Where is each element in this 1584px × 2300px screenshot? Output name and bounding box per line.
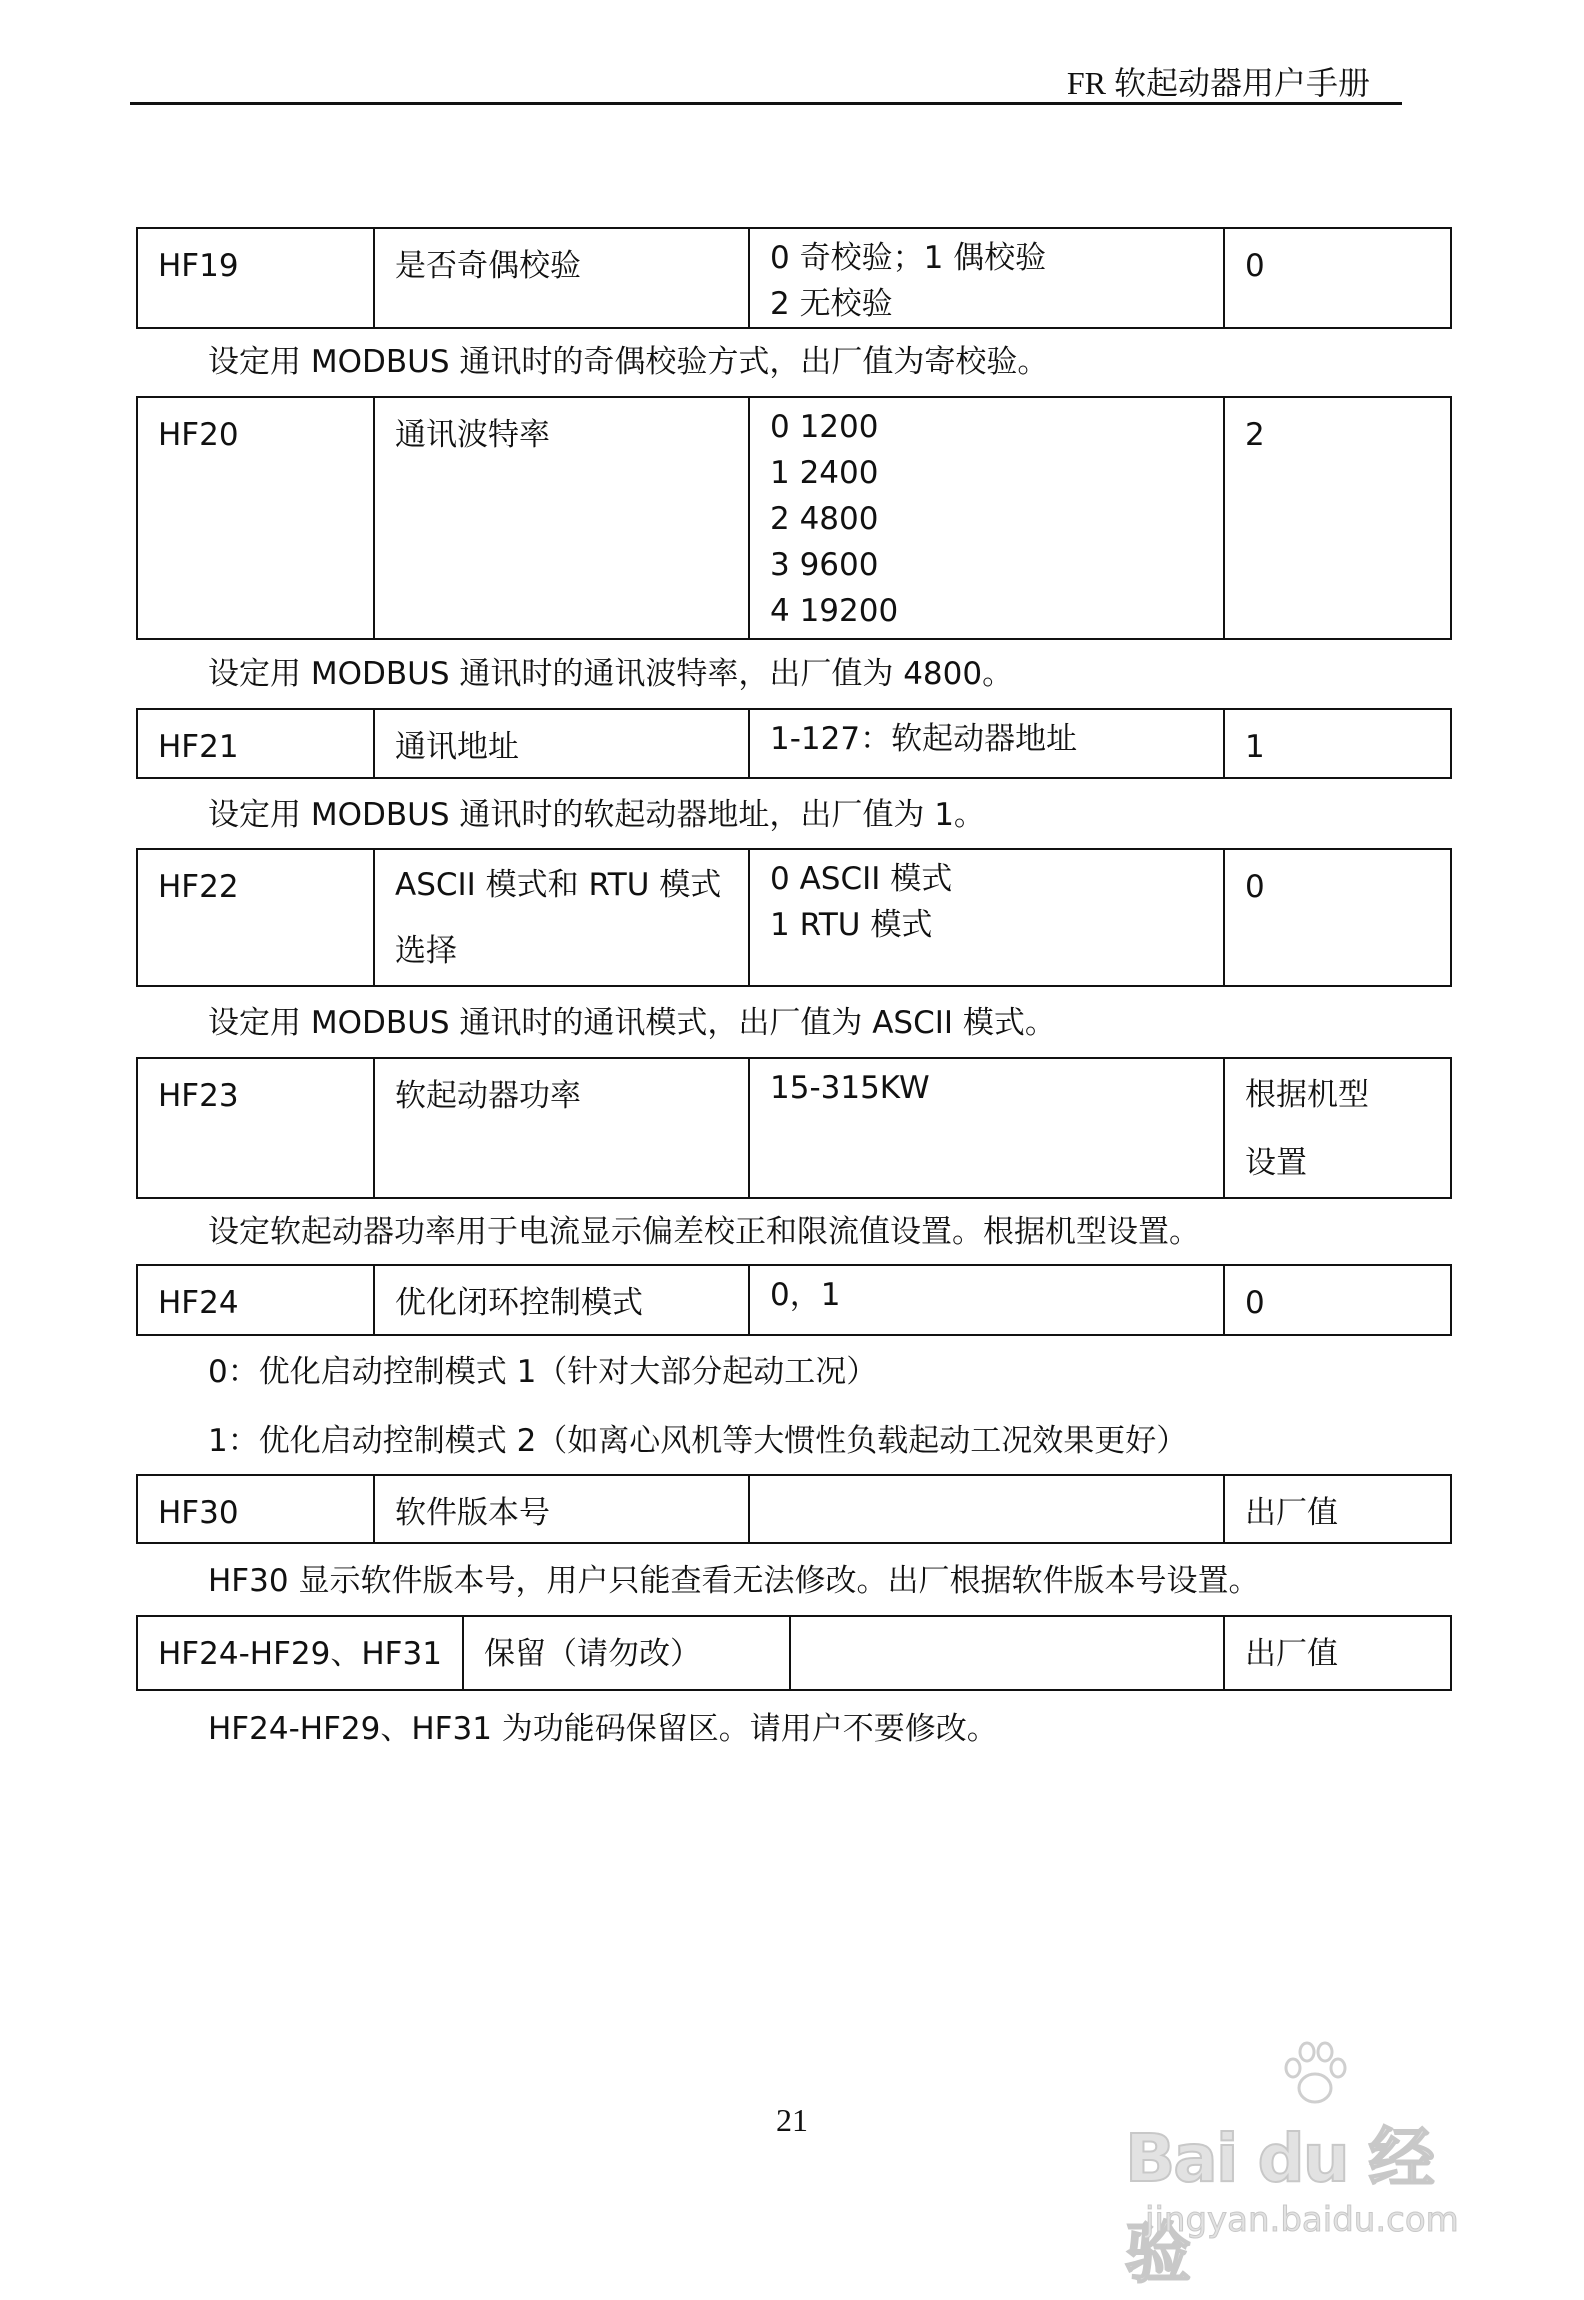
param-default: 1 [1224, 709, 1451, 778]
param-name: 软件版本号 [374, 1475, 749, 1543]
param-code: HF20 [137, 397, 374, 639]
param-default: 出厂值 [1224, 1475, 1451, 1543]
range-line: 0 ASCII 模式 [770, 861, 953, 897]
paw-icon [1275, 2040, 1355, 2110]
param-default: 出厂值 [1224, 1616, 1451, 1690]
param-default: 0 [1224, 849, 1451, 986]
range-line: 2 无校验 [770, 286, 893, 322]
param-range: 1-127：软起动器地址 [749, 709, 1224, 778]
param-table-hf30 [136, 1474, 1452, 1544]
range-line: 4 19200 [770, 593, 899, 629]
param-default: 2 [1224, 397, 1451, 639]
param-note: 设定用 MODBUS 通讯时的通讯模式，出厂值为 ASCII 模式。 [208, 1005, 1056, 1041]
param-table-hf24 [136, 1264, 1452, 1336]
param-range [749, 228, 1224, 328]
param-range [749, 1475, 1224, 1543]
param-note: 设定用 MODBUS 通讯时的奇偶校验方式，出厂值为寄校验。 [208, 344, 1049, 380]
param-note: 设定用 MODBUS 通讯时的软起动器地址，出厂值为 1。 [208, 797, 985, 833]
param-note: HF30 显示软件版本号，用户只能查看无法修改。出厂根据软件版本号设置。 [208, 1563, 1260, 1599]
param-table-hf21 [136, 708, 1452, 779]
param-code: HF22 [137, 849, 374, 986]
param-name: 通讯波特率 [374, 397, 749, 639]
page-number: 21 [776, 2102, 808, 2138]
watermark-url: jingyan.baidu.com [1145, 2200, 1459, 2240]
range-line: 0 奇校验；1 偶校验 [770, 240, 1047, 276]
header-title: FR 软起动器用户手册 [1066, 65, 1370, 101]
param-table-reserved [136, 1615, 1452, 1691]
param-default [1224, 1058, 1451, 1198]
param-table-hf22 [136, 848, 1452, 987]
param-name: 优化闭环控制模式 [374, 1265, 749, 1335]
param-default: 0 [1224, 1265, 1451, 1335]
param-table-hf23 [136, 1057, 1452, 1199]
baidu-watermark [1125, 2040, 1485, 2292]
param-range [790, 1616, 1224, 1690]
param-code: HF24-HF29、HF31 [137, 1616, 463, 1690]
range-line: 3 9600 [770, 547, 879, 583]
param-range [749, 397, 1224, 639]
param-note: 设定用 MODBUS 通讯时的通讯波特率，出厂值为 4800。 [208, 656, 1014, 692]
param-code: HF30 [137, 1475, 374, 1543]
param-code: HF19 [137, 228, 374, 328]
param-table-hf20 [136, 396, 1452, 640]
default-line: 根据机型 [1245, 1077, 1369, 1113]
param-code: HF21 [137, 709, 374, 778]
watermark-logo-text: Bai du 经验 [1125, 2120, 1433, 2292]
param-table-hf19 [136, 227, 1452, 329]
range-line: 1 2400 [770, 455, 879, 491]
param-note: 0：优化启动控制模式 1（针对大部分起动工况） [208, 1354, 878, 1390]
param-code: HF24 [137, 1265, 374, 1335]
param-name: 软起动器功率 [374, 1058, 749, 1198]
param-range: 15-315KW [749, 1058, 1224, 1198]
param-note: 设定软起动器功率用于电流显示偏差校正和限流值设置。根据机型设置。 [208, 1214, 1200, 1250]
param-name: 是否奇偶校验 [374, 228, 749, 328]
param-note: 1：优化启动控制模式 2（如离心风机等大惯性负载起动工况效果更好） [208, 1423, 1188, 1459]
range-line: 1 RTU 模式 [770, 907, 933, 943]
param-name: ASCII 模式和 RTU 模式选择 [374, 849, 749, 986]
param-code: HF23 [137, 1058, 374, 1198]
param-note: HF24-HF29、HF31 为功能码保留区。请用户不要修改。 [208, 1711, 998, 1747]
param-default: 0 [1224, 228, 1451, 328]
param-name: 通讯地址 [374, 709, 749, 778]
param-range: 0，1 [749, 1265, 1224, 1335]
range-line: 0 1200 [770, 409, 879, 445]
param-name: 保留（请勿改） [463, 1616, 790, 1690]
header-divider [130, 102, 1402, 105]
param-range [749, 849, 1224, 986]
range-line: 2 4800 [770, 501, 879, 537]
default-line: 设置 [1245, 1145, 1307, 1181]
